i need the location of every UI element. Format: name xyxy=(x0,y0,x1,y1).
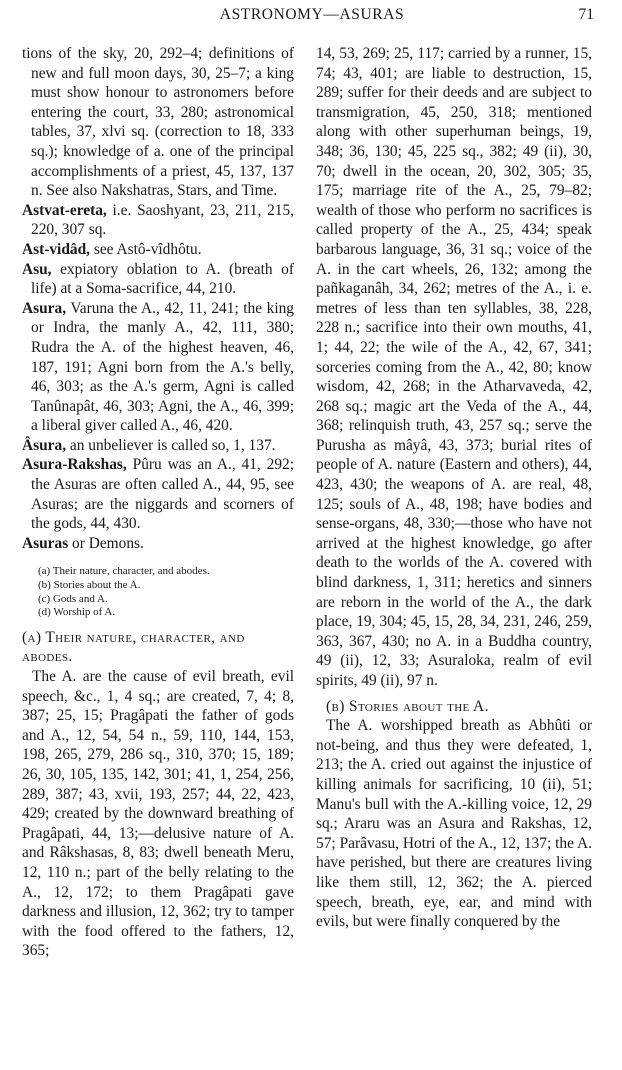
subdivision-key xyxy=(38,565,294,619)
entry-headword: Âsura, xyxy=(22,436,67,454)
entry-text: i.e. Saoshyant, 23, 211, 215, 220, 307 sq. xyxy=(31,201,294,239)
entry-text: see Astô-vîdhôtu. xyxy=(93,240,202,258)
index-entry xyxy=(22,44,294,201)
key-item: (c) Gods and A. xyxy=(38,592,108,605)
index-entry xyxy=(22,240,294,260)
index-entry xyxy=(22,455,294,533)
entry-headword: Asu, xyxy=(22,260,52,278)
entry-headword: Astvat-ereta, xyxy=(22,201,107,219)
section-b-heading: (b) Stories about the A. xyxy=(326,697,489,715)
key-item: (d) Worship of A. xyxy=(38,606,116,619)
section-b-text: The A. worshipped breath as Abhûti or not-being, and thus they were defeated, 1, 213; the A. cried out against the injustice of killing animals for sacrificing, 10 (ii), 51; Manu's bull with the A.-killing voice, 12, 29 sq.; Araru was an Asura and Rakshas, 12, 57; Parâvasu, Hotri of the A., 12, 137; the A. have perished, but there are creatures living like them still, 12, 362; the A. pierced speech, breath, eye, ear, and mind with evils, but were finally conquered by the xyxy=(316,717,592,931)
index-entry xyxy=(22,201,294,240)
running-head: ASTRONOMY—ASURAS xyxy=(219,6,405,23)
section-a-continued-text: 14, 53, 269; 25, 117; carried by a runner, 15, 74; 43, 401; are liable to destruction, 15, 289; suffer for their deeds and are subject to transmigration, 45, 250, 318; mentioned along with other superhuman beings, 19, 348; 36, 130; 45, 225 sq., 382; 49 (ii), 30, 70; dwell in the ocean, 20, 302, 305; 35, 175; marriage rite of the A., 25, 79–82; wealth of those who perform no sacrifices is called property of the A., 25, 434; speak barbarous language, 36, 31 sq.; voice of the A. in the cart wheels, 26, 132; among the pañkaganâh, 34, 262; metres of the A., i. e. metres of less than ten syllables, 38, 228, 228 n.; sacrifice into their own mouths, 41, 1; 44, 22; the wile of the A., 42, 67, 341; sorceries coming from the A., 42, 80; know wisdom, 42, 268; in the Atharvaveda, 42, 268 sq.; magic art the Veda of the A., 44, 368; relinquish truth, 43, 257 sq.; serve the Purusha as mâyâ, 43, 373; burial rites of people of A. nature (Eastern and others), 44, 423, 430; the weapons of A. are real, 48, 125; souls of A., 48, 198; have bodies and sense-organs, 48, 330;—those who have not arrived at the highest knowledge, go after death to the worlds of the A. covered with blind darkness, 1, 311; heretics and sinners are reborn in the world of the A., the dark place, 19, 304; 45, 15, 28, 34, 231, 246, 259, 363, 367, 430; no A. in a Buddha country, 49 (ii), 12, 33; Asuraloka, realm of evil spirits, 49 (ii), 97 n. xyxy=(316,45,592,689)
entry-text: expiatory oblation to A. (breath of life) at a Soma-sacrifice, 44, 210. xyxy=(31,260,294,298)
entry-headword: Asura-Rakshas, xyxy=(22,456,127,474)
index-entry xyxy=(22,534,294,554)
entry-text: Pûru was an A., 41, 292; the Asuras are often called A., 44, 95, see Asuras; are the niggards and scorners of the gods, 44, 430. xyxy=(31,456,294,533)
section-a-text: The A. are the cause of evil breath, evil speech, &c., 1, 4 sq.; are created, 7, 4; 8, 387; 25, 15; Pragâpati the father of gods and A., 12, 54, 54 n., 59, 110, 144, 153, 198, 265, 279, 286 sq., 310, 370; 15, 189; 26, 30, 105, 135, 142, 301; 41, 1, 254, 256, 289, 387; 43, xvii, 193, 257; 44, 22, 423, 429; created by the downward breathing of Pragâpati, 44, 13;—delusive nature of A. and Râkshasas, 8, 83; dwell beneath Meru, 12, 110 n.; part of the belly relating to the A., 12, 172; to them Pragâpati gave darkness and illusion, 12, 362; try to tamper with the food offered to the fathers, 12, 365; xyxy=(22,668,294,960)
left-column xyxy=(22,44,294,961)
entry-text: Varuna the A., 42, 11, 241; the king or Indra, the manly A., 42, 111, 380; Rudra the A. of the highest heaven, 46, 187, 191; Agni born from the A.'s belly, 46, 303; as the A.'s germ, Agni is called Tanûnapât, 46, 303; Agni, the A., 46, 399; a liberal giver called A., 46, 420. xyxy=(31,299,294,435)
right-column xyxy=(316,44,592,932)
entry-headword: Asura, xyxy=(22,299,67,317)
page-number: 71 xyxy=(578,6,594,23)
index-entry xyxy=(22,436,294,456)
key-item: (b) Stories about the A. xyxy=(38,579,141,592)
entry-headword: Ast-vidâd, xyxy=(22,240,90,258)
index-entry xyxy=(22,260,294,299)
page-header xyxy=(22,4,602,26)
section-a-heading: (a) Their nature, character, and abodes. xyxy=(22,628,245,666)
index-entry xyxy=(22,299,294,436)
entry-text: or Demons. xyxy=(72,534,144,552)
entry-text: tions of the sky, 20, 292–4; definitions of new and full moon days, 30, 25–7; a king must show honour to astronomers before entering the court, 33, 280; astronomical tables, 37, xlvi sq. (correction to 18, 333 sq.); knowledge of a. one of the principal accomplishments of a priest, 45, 137, 137 n. See also Nakshatras, Stars, and Time. xyxy=(22,45,294,200)
key-item: (a) Their nature, character, and abodes. xyxy=(38,565,210,578)
entry-text: an unbeliever is called so, 1, 137. xyxy=(69,436,276,454)
entry-headword: Asuras xyxy=(22,534,69,552)
